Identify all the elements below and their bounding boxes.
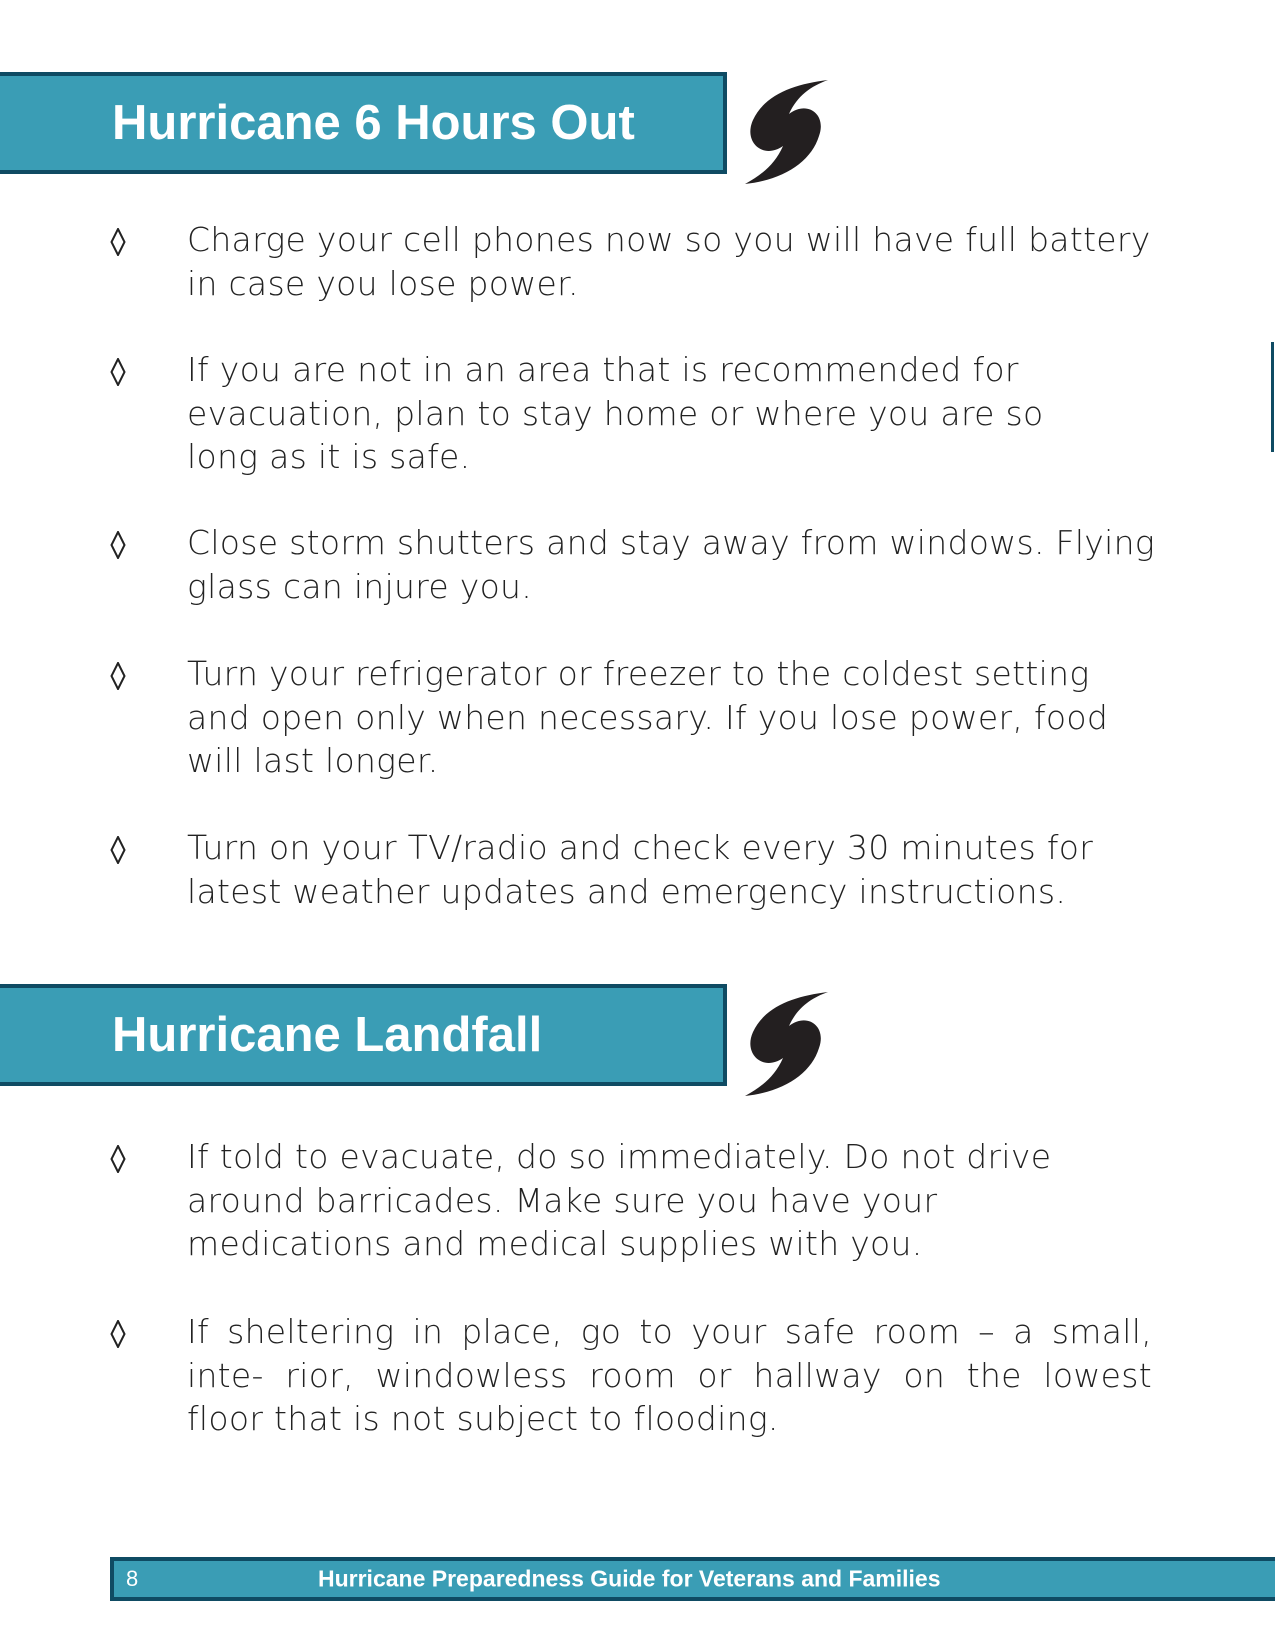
section-title: Hurricane Landfall	[112, 1008, 543, 1062]
bullet-text: Turn on your TV/radio and check every 30 minutes for latest weather updates and emergency instructions.	[187, 828, 1094, 911]
diamond-bullet-icon	[110, 1145, 126, 1173]
footer-title: Hurricane Preparedness Guide for Veterans and Families	[318, 1565, 941, 1592]
diamond-bullet-icon	[110, 358, 126, 386]
hurricane-icon	[745, 80, 829, 184]
bullet-text: Close storm shutters and stay away from windows. Flying glass can injure you.	[187, 523, 1155, 606]
bullet-text: Turn your refrigerator or freezer to the coldest setting and open only when necessary. If you lose power, food will last longer.	[187, 654, 1109, 780]
diamond-bullet-icon	[110, 1320, 126, 1348]
bullet-text: If you are not in an area that is recommended for evacuation, plan to stay home or where you are so long as it is safe.	[187, 350, 1044, 476]
diamond-bullet-icon	[110, 228, 126, 256]
diamond-bullet-icon	[110, 531, 126, 559]
section-title: Hurricane 6 Hours Out	[112, 96, 635, 150]
diamond-bullet-icon	[110, 662, 126, 690]
diamond-bullet-icon	[110, 836, 126, 864]
hurricane-icon	[745, 992, 829, 1096]
page-edge-marker	[1271, 342, 1274, 452]
bullet-text: If sheltering in place, go to your safe room – a small, inte- rior, windowless room or hallway on the lowest floor that is not subject to flooding.	[187, 1312, 1152, 1438]
bullet-text: If told to evacuate, do so immediately. Do not drive around barricades. Make sure you have your medications and medical supplies with you.	[187, 1137, 1052, 1263]
section-header-landfall	[0, 984, 727, 1086]
bullet-text: Charge your cell phones now so you will have full battery in case you lose power.	[187, 220, 1151, 303]
section-header-6-hours	[0, 72, 727, 174]
footer-bar	[110, 1557, 1275, 1601]
page-number: 8	[126, 1566, 139, 1591]
